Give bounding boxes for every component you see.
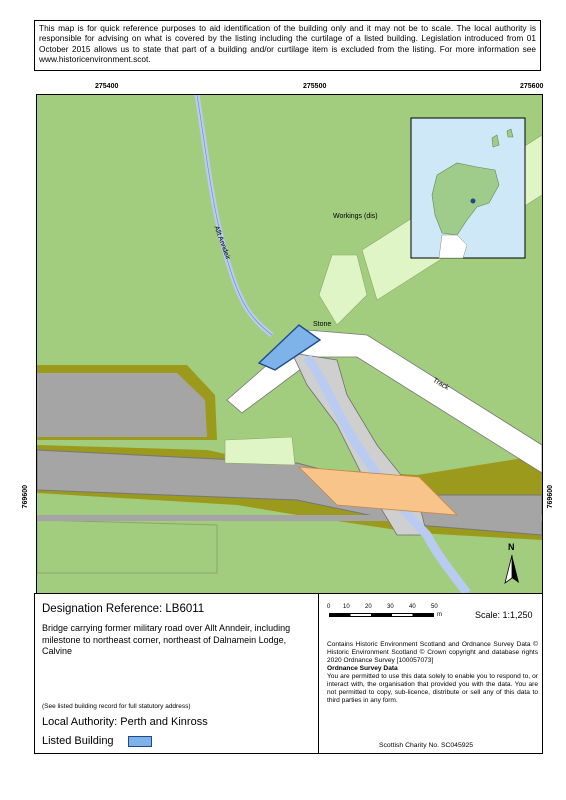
address-note: (See listed building record for full statutory address) <box>42 703 191 710</box>
scale-bar <box>327 604 447 624</box>
scale-tick-0: 0 <box>327 604 331 610</box>
os-licence-text: You are permitted to use this data solely to enable you to respond to, or interact with, the organisation that provided you with the data. You are not permitted to copy, sub-licence, distribute or sell any of this data to third parties in any form. <box>327 673 538 704</box>
credits-text: Contains Historic Environment Scotland and Ordnance Survey Data © Historic Environment Scotland © Crown copyright and database rights 2020 Ordnance Survey [100057073] <box>327 641 538 664</box>
map-frame[interactable] <box>36 94 543 594</box>
grid-label-top-1: 275400 <box>95 83 119 90</box>
hardstanding <box>37 373 207 437</box>
disclaimer-text: This map is for quick reference purposes to aid identification of the building only and it may not be to scale. The local authority is responsible for advising on what is covered by the listing including the curtilage of a listed building. Legislation introduced from 01 October 2015 allows us to state that part of a building and/or curtilage item is excluded from the listing. For more information see www.historicenvironment.scot. <box>34 20 541 71</box>
listed-building-swatch <box>128 736 152 747</box>
scale-unit: m <box>437 612 442 618</box>
scale-tick-50: 50 <box>431 604 438 610</box>
scale-tick-30: 30 <box>387 604 394 610</box>
pale-field <box>225 437 295 465</box>
grid-label-top-2: 275500 <box>303 83 327 90</box>
scale-ratio: Scale: 1:1,250 <box>475 610 533 620</box>
field-parcel <box>37 520 217 573</box>
scale-tick-10: 10 <box>343 604 350 610</box>
scale-tick-20: 20 <box>365 604 372 610</box>
grid-label-left: 769600 <box>22 485 29 509</box>
charity-number: Scottish Charity No. SC045925 <box>379 742 474 749</box>
label-north: N <box>508 542 515 552</box>
scale-bar-graphic <box>329 613 434 617</box>
grid-label-right: 769600 <box>547 485 554 509</box>
label-track: Track <box>431 377 450 392</box>
scale-tick-40: 40 <box>409 604 416 610</box>
credits <box>327 641 538 705</box>
inset-map <box>411 118 525 258</box>
legend-divider <box>318 594 319 753</box>
listed-building-label: Listed Building <box>42 735 114 747</box>
map-canvas <box>37 95 542 593</box>
legend-panel <box>34 593 543 754</box>
side-road <box>37 515 542 521</box>
label-stone: Stone <box>313 321 332 328</box>
label-workings: Workings (dis) <box>333 213 378 220</box>
designation-description: Bridge carrying former military road over Allt Anndeir, including milestone to northeast corner, northeast of Dalnamein Lodge, Calvine <box>42 623 291 656</box>
designation-reference: Designation Reference: LB6011 <box>42 603 205 615</box>
local-authority: Local Authority: Perth and Kinross <box>42 716 208 728</box>
label-stream: Allt Anndeir <box>212 225 232 261</box>
grid-label-top-3: 275600 <box>520 83 544 90</box>
os-heading: Ordnance Survey Data <box>327 665 398 672</box>
